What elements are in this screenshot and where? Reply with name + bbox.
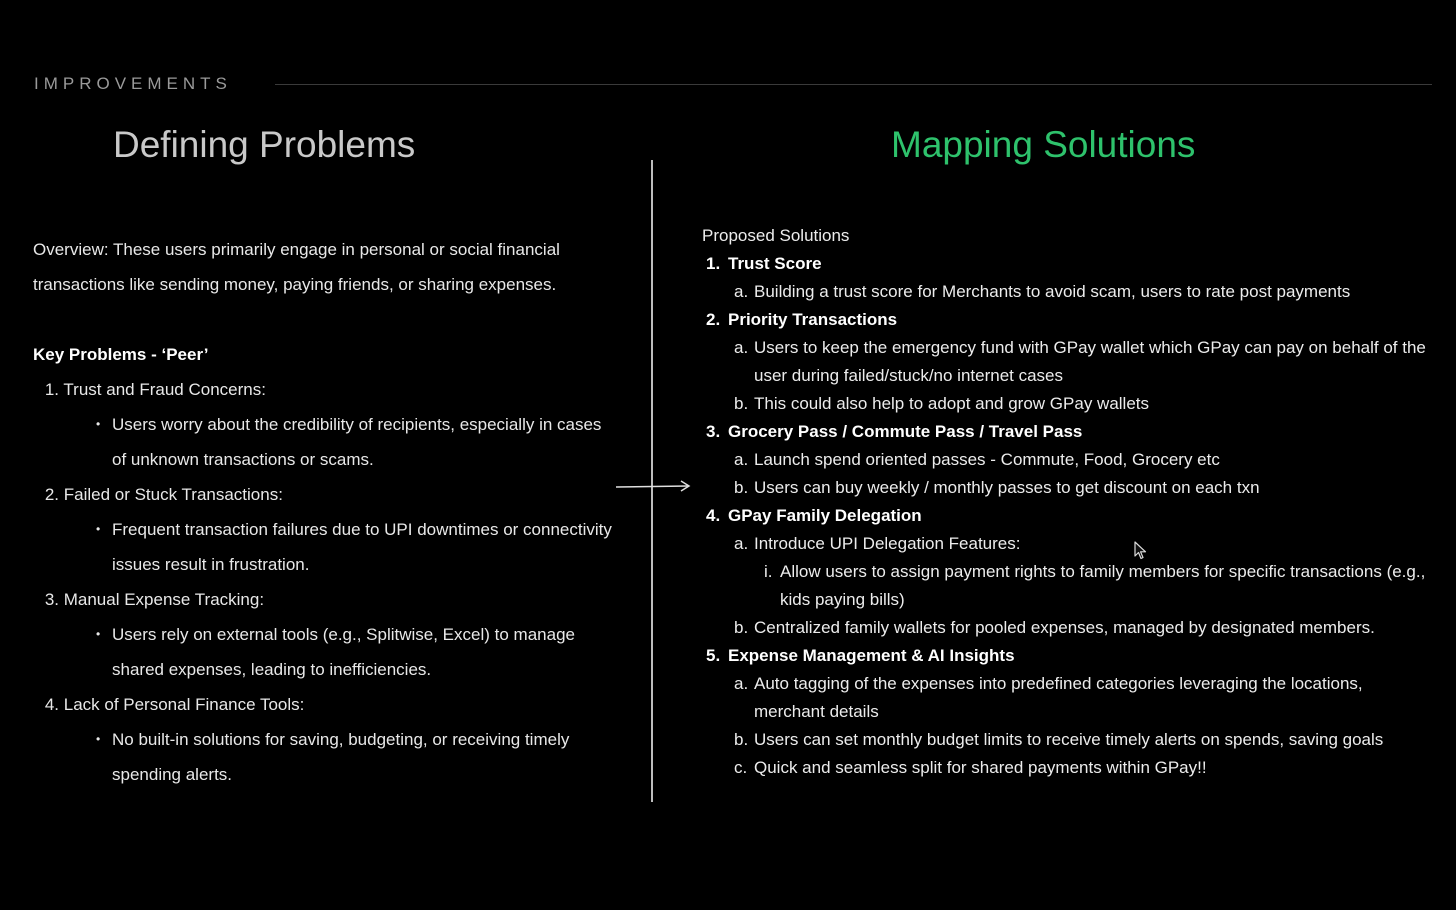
overview-text: Overview: These users primarily engage in personal or social financial transactions like sending money, paying friends, or sharing expenses. [33, 240, 560, 294]
problem-detail-text: No built-in solutions for saving, budgeting, or receiving timely spending alerts. [112, 730, 570, 784]
subitem-text: Quick and seamless split for shared payments within GPay!! [754, 758, 1207, 777]
problem-detail [96, 407, 613, 477]
key-problems-title: Key Problems - ‘Peer’ [33, 345, 209, 364]
subitem-label: b. [734, 478, 749, 497]
subitem-label: a. [734, 282, 749, 301]
left-title: Defining Problems [113, 124, 416, 165]
problem-detail-text: Users worry about the credibility of recipients, especially in cases of unknown transactions or scams. [112, 415, 602, 469]
problem-title: Lack of Personal Finance Tools: [63, 695, 305, 714]
subitem-label: a. [734, 338, 749, 357]
solution-item [702, 250, 1432, 278]
solution-item [702, 642, 1432, 670]
subitem-text: Auto tagging of the expenses into predefined categories leveraging the locations, merchant details [754, 674, 1363, 721]
mouse-cursor-icon [1134, 541, 1148, 561]
subitem-label: a. [734, 534, 749, 553]
solution-title: Grocery Pass / Commute Pass / Travel Pass [728, 422, 1083, 441]
subitem-text: Users to keep the emergency fund with GPay wallet which GPay can pay on behalf of the user during failed/stuck/no internet cases [754, 338, 1426, 385]
solution-subitem [734, 614, 1432, 642]
solution-number: 2. [706, 310, 721, 329]
subitem-text: Centralized family wallets for pooled expenses, managed by designated members. [754, 618, 1375, 637]
problem-title: Failed or Stuck Transactions: [63, 485, 283, 504]
problem-title: Manual Expense Tracking: [63, 590, 265, 609]
problem-number: 1. [44, 380, 59, 399]
subitem-text: Launch spend oriented passes - Commute, Food, Grocery etc [754, 450, 1220, 469]
section-label: IMPROVEMENTS [34, 74, 232, 93]
arrow-right-icon [614, 477, 694, 495]
solution-number: 1. [706, 254, 721, 273]
subitem-label: a. [734, 674, 749, 693]
problem-detail [96, 512, 613, 582]
solution-number: 3. [706, 422, 721, 441]
solution-item [702, 502, 1432, 530]
solution-subitem [734, 446, 1432, 474]
problem-item [33, 477, 613, 512]
subitem-label: b. [734, 730, 749, 749]
problem-detail-text: Frequent transaction failures due to UPI downtimes or connectivity issues result in frustration. [112, 520, 612, 574]
problem-number: 4. [44, 695, 59, 714]
solution-title: Expense Management & AI Insights [728, 646, 1015, 665]
bullet-icon: • [96, 522, 101, 536]
solution-item [702, 418, 1432, 446]
problem-item [33, 372, 613, 407]
solution-subitem [734, 670, 1432, 726]
problems-column [33, 232, 613, 792]
bullet-icon: • [96, 417, 101, 431]
solution-nested-subitem [764, 558, 1432, 614]
subitem-label: a. [734, 450, 749, 469]
solution-title: GPay Family Delegation [728, 506, 922, 525]
solution-subitem [734, 726, 1432, 754]
solution-number: 4. [706, 506, 721, 525]
problem-detail [96, 722, 613, 792]
bullet-icon: • [96, 732, 101, 746]
solution-number: 5. [706, 646, 721, 665]
problem-item [33, 687, 613, 722]
subitem-text: Users can set monthly budget limits to receive timely alerts on spends, saving goals [754, 730, 1384, 749]
solution-subitem [734, 530, 1432, 558]
solution-title: Priority Transactions [728, 310, 898, 329]
right-title: Mapping Solutions [891, 124, 1196, 165]
section-rule [275, 84, 1432, 85]
solution-subitem [734, 754, 1432, 782]
solution-subitem [734, 390, 1432, 418]
problem-item [33, 582, 613, 617]
solution-subitem [734, 334, 1432, 390]
problem-title: Trust and Fraud Concerns: [63, 380, 266, 399]
subitem-label: b. [734, 394, 749, 413]
subitem-label: i. [764, 562, 773, 581]
subitem-text: Users can buy weekly / monthly passes to get discount on each txn [754, 478, 1260, 497]
subitem-label: c. [734, 758, 748, 777]
solution-item [702, 306, 1432, 334]
problem-number: 3. [44, 590, 59, 609]
solution-title: Trust Score [728, 254, 822, 273]
subitem-text: Introduce UPI Delegation Features: [754, 534, 1021, 553]
solutions-column [702, 222, 1432, 782]
solution-subitem [734, 278, 1432, 306]
bullet-icon: • [96, 627, 101, 641]
subitem-label: b. [734, 618, 749, 637]
problem-number: 2. [44, 485, 59, 504]
solution-subitem [734, 474, 1432, 502]
subitem-text: Building a trust score for Merchants to avoid scam, users to rate post payments [754, 282, 1351, 301]
subitem-text: This could also help to adopt and grow GPay wallets [754, 394, 1150, 413]
subitem-text: Allow users to assign payment rights to family members for specific transactions (e.g., kids paying bills) [780, 562, 1426, 609]
solutions-heading: Proposed Solutions [702, 226, 850, 245]
problem-detail-text: Users rely on external tools (e.g., Splitwise, Excel) to manage shared expenses, leading to inefficiencies. [112, 625, 575, 679]
problem-detail [96, 617, 613, 687]
